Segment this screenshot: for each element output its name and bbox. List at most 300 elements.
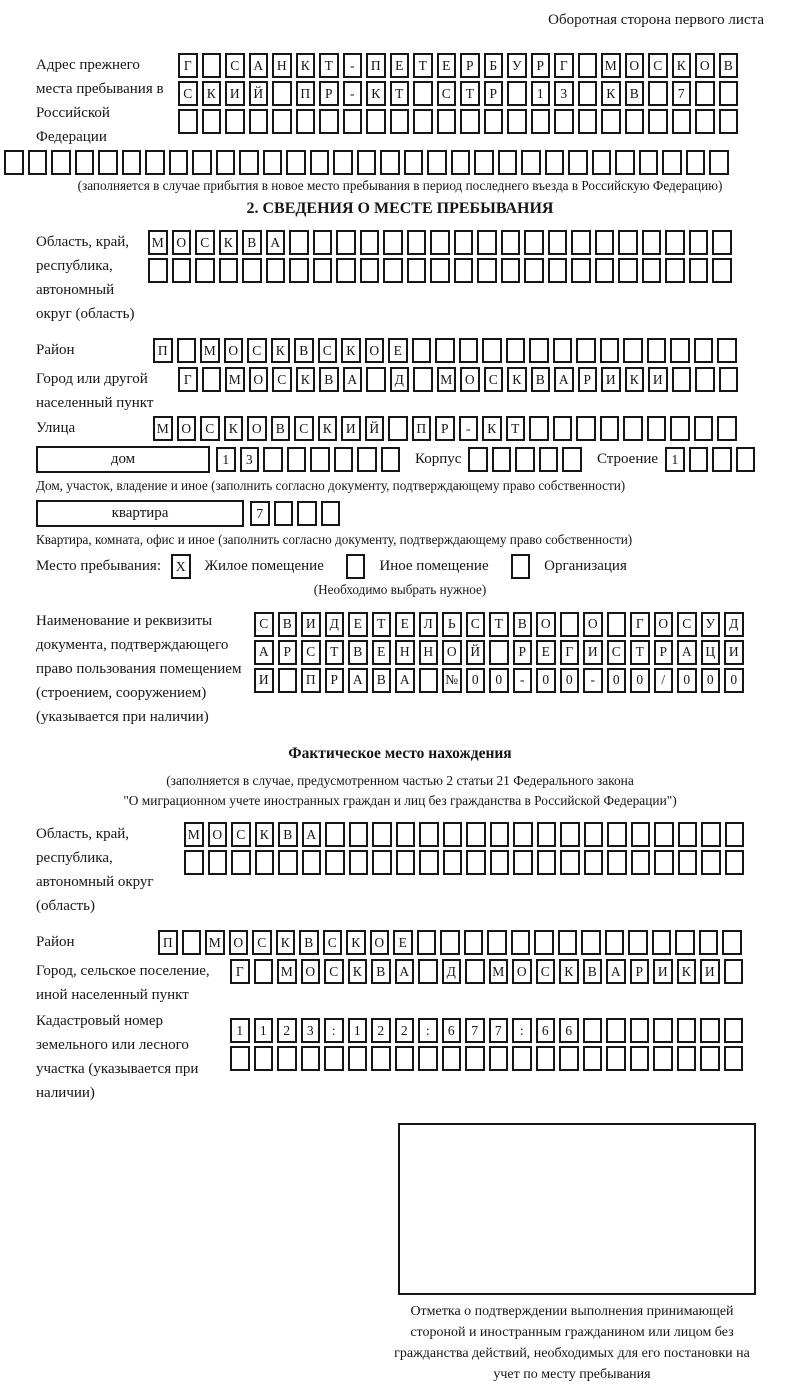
char-cell[interactable]: Г	[230, 959, 250, 984]
char-cell[interactable]	[672, 109, 692, 134]
char-cell[interactable]	[278, 668, 298, 693]
char-cell[interactable]	[675, 930, 695, 955]
char-cell[interactable]: С	[200, 416, 220, 441]
char-cell[interactable]: К	[255, 822, 275, 847]
char-cell[interactable]: Н	[272, 53, 292, 78]
char-cell[interactable]: С	[178, 81, 198, 106]
char-cell[interactable]	[289, 258, 309, 283]
char-cell[interactable]: 1	[531, 81, 551, 106]
char-cell[interactable]: С	[437, 81, 457, 106]
char-cell[interactable]	[255, 850, 275, 875]
char-cell[interactable]	[534, 930, 554, 955]
char-cell[interactable]: Р	[435, 416, 455, 441]
char-cell[interactable]	[652, 930, 672, 955]
char-cell[interactable]: О	[172, 230, 192, 255]
korpus-cells[interactable]	[468, 447, 586, 472]
char-cell[interactable]: Р	[630, 959, 650, 984]
document-row-1[interactable]	[254, 612, 764, 637]
char-cell[interactable]: К	[296, 53, 316, 78]
char-cell[interactable]	[725, 850, 745, 875]
char-cell[interactable]: О	[442, 640, 462, 665]
char-cell[interactable]: Т	[413, 53, 433, 78]
char-cell[interactable]: 1	[254, 1018, 274, 1043]
char-cell[interactable]	[623, 338, 643, 363]
char-cell[interactable]: Г	[178, 53, 198, 78]
char-cell[interactable]: В	[242, 230, 262, 255]
char-cell[interactable]	[413, 109, 433, 134]
region-row-1[interactable]	[148, 230, 764, 255]
char-cell[interactable]	[662, 150, 682, 175]
char-cell[interactable]	[208, 850, 228, 875]
char-cell[interactable]	[443, 850, 463, 875]
char-cell[interactable]	[460, 109, 480, 134]
char-cell[interactable]: Р	[654, 640, 674, 665]
char-cell[interactable]: М	[184, 822, 204, 847]
char-cell[interactable]: П	[158, 930, 178, 955]
char-cell[interactable]	[383, 258, 403, 283]
char-cell[interactable]	[719, 109, 739, 134]
char-cell[interactable]: 0	[724, 668, 744, 693]
char-cell[interactable]: И	[700, 959, 720, 984]
char-cell[interactable]	[695, 367, 715, 392]
char-cell[interactable]	[606, 1018, 626, 1043]
char-cell[interactable]: К	[224, 416, 244, 441]
char-cell[interactable]	[437, 109, 457, 134]
char-cell[interactable]	[595, 230, 615, 255]
char-cell[interactable]	[647, 416, 667, 441]
char-cell[interactable]: В	[278, 822, 298, 847]
char-cell[interactable]: П	[153, 338, 173, 363]
char-cell[interactable]: К	[672, 53, 692, 78]
char-cell[interactable]	[507, 109, 527, 134]
char-cell[interactable]	[531, 109, 551, 134]
char-cell[interactable]	[254, 1046, 274, 1071]
char-cell[interactable]: 3	[301, 1018, 321, 1043]
char-cell[interactable]	[325, 850, 345, 875]
char-cell[interactable]: О	[229, 930, 249, 955]
char-cell[interactable]: О	[365, 338, 385, 363]
char-cell[interactable]	[464, 930, 484, 955]
char-cell[interactable]	[605, 930, 625, 955]
char-cell[interactable]	[230, 1046, 250, 1071]
char-cell[interactable]	[595, 258, 615, 283]
char-cell[interactable]	[454, 258, 474, 283]
char-cell[interactable]	[724, 1018, 744, 1043]
char-cell[interactable]	[419, 668, 439, 693]
char-cell[interactable]: Р	[325, 668, 345, 693]
document-row-3[interactable]	[254, 668, 764, 693]
char-cell[interactable]	[249, 109, 269, 134]
char-cell[interactable]	[468, 447, 488, 472]
char-cell[interactable]	[301, 1046, 321, 1071]
street-row[interactable]	[153, 416, 764, 441]
char-cell[interactable]	[490, 850, 510, 875]
char-cell[interactable]: Т	[460, 81, 480, 106]
char-cell[interactable]	[357, 447, 377, 472]
char-cell[interactable]	[122, 150, 142, 175]
char-cell[interactable]	[296, 109, 316, 134]
char-cell[interactable]	[689, 447, 709, 472]
char-cell[interactable]	[289, 230, 309, 255]
char-cell[interactable]: Р	[578, 367, 598, 392]
char-cell[interactable]	[515, 447, 535, 472]
char-cell[interactable]: И	[254, 668, 274, 693]
char-cell[interactable]: И	[225, 81, 245, 106]
char-cell[interactable]: М	[153, 416, 173, 441]
char-cell[interactable]: X	[171, 554, 191, 579]
char-cell[interactable]	[712, 258, 732, 283]
char-cell[interactable]	[466, 822, 486, 847]
char-cell[interactable]: О	[247, 416, 267, 441]
char-cell[interactable]: Д	[724, 612, 744, 637]
char-cell[interactable]: П	[301, 668, 321, 693]
char-cell[interactable]: И	[653, 959, 673, 984]
char-cell[interactable]	[521, 150, 541, 175]
char-cell[interactable]	[371, 1046, 391, 1071]
prev-address-row-2[interactable]	[178, 81, 764, 106]
char-cell[interactable]: Д	[390, 367, 410, 392]
char-cell[interactable]: С	[294, 416, 314, 441]
char-cell[interactable]	[346, 554, 366, 579]
char-cell[interactable]: 1	[216, 447, 236, 472]
char-cell[interactable]: О	[177, 416, 197, 441]
char-cell[interactable]: Д	[325, 612, 345, 637]
char-cell[interactable]	[618, 230, 638, 255]
char-cell[interactable]	[465, 1046, 485, 1071]
char-cell[interactable]	[642, 258, 662, 283]
char-cell[interactable]	[272, 81, 292, 106]
cadastral-row-1[interactable]	[230, 1018, 764, 1043]
char-cell[interactable]	[700, 1018, 720, 1043]
char-cell[interactable]	[383, 230, 403, 255]
char-cell[interactable]	[324, 1046, 344, 1071]
char-cell[interactable]	[578, 109, 598, 134]
char-cell[interactable]	[560, 612, 580, 637]
char-cell[interactable]: О	[460, 367, 480, 392]
char-cell[interactable]	[578, 81, 598, 106]
char-cell[interactable]: О	[208, 822, 228, 847]
char-cell[interactable]	[343, 109, 363, 134]
actual-city-row[interactable]	[230, 959, 764, 984]
char-cell[interactable]	[653, 1046, 673, 1071]
char-cell[interactable]: №	[442, 668, 462, 693]
stay-option-residential-checkbox[interactable]	[171, 554, 195, 579]
char-cell[interactable]: М	[225, 367, 245, 392]
char-cell[interactable]	[366, 109, 386, 134]
char-cell[interactable]: 1	[665, 447, 685, 472]
char-cell[interactable]: О	[536, 612, 556, 637]
char-cell[interactable]: О	[249, 367, 269, 392]
char-cell[interactable]: 2	[371, 1018, 391, 1043]
char-cell[interactable]	[631, 850, 651, 875]
char-cell[interactable]	[576, 338, 596, 363]
char-cell[interactable]	[568, 150, 588, 175]
char-cell[interactable]	[395, 1046, 415, 1071]
char-cell[interactable]	[717, 338, 737, 363]
char-cell[interactable]	[263, 150, 283, 175]
char-cell[interactable]: Т	[372, 612, 392, 637]
char-cell[interactable]: К	[677, 959, 697, 984]
char-cell[interactable]	[670, 416, 690, 441]
char-cell[interactable]: -	[459, 416, 479, 441]
char-cell[interactable]	[319, 109, 339, 134]
char-cell[interactable]	[349, 850, 369, 875]
char-cell[interactable]: Т	[325, 640, 345, 665]
char-cell[interactable]	[254, 959, 274, 984]
char-cell[interactable]	[642, 230, 662, 255]
actual-region-row-2[interactable]	[184, 850, 764, 875]
char-cell[interactable]	[571, 230, 591, 255]
char-cell[interactable]: П	[366, 53, 386, 78]
char-cell[interactable]: Р	[513, 640, 533, 665]
char-cell[interactable]: 6	[559, 1018, 579, 1043]
char-cell[interactable]: :	[324, 1018, 344, 1043]
char-cell[interactable]	[177, 338, 197, 363]
char-cell[interactable]	[686, 150, 706, 175]
char-cell[interactable]: К	[202, 81, 222, 106]
char-cell[interactable]	[548, 230, 568, 255]
char-cell[interactable]	[695, 109, 715, 134]
char-cell[interactable]	[524, 230, 544, 255]
char-cell[interactable]	[584, 850, 604, 875]
city-row[interactable]	[178, 367, 764, 392]
char-cell[interactable]	[712, 230, 732, 255]
char-cell[interactable]: Е	[390, 53, 410, 78]
char-cell[interactable]: Е	[372, 640, 392, 665]
char-cell[interactable]: В	[271, 416, 291, 441]
char-cell[interactable]	[537, 822, 557, 847]
char-cell[interactable]: С	[484, 367, 504, 392]
char-cell[interactable]: С	[536, 959, 556, 984]
char-cell[interactable]	[507, 81, 527, 106]
char-cell[interactable]	[529, 416, 549, 441]
char-cell[interactable]	[630, 1018, 650, 1043]
char-cell[interactable]	[545, 150, 565, 175]
char-cell[interactable]: А	[606, 959, 626, 984]
char-cell[interactable]	[665, 230, 685, 255]
char-cell[interactable]: Г	[560, 640, 580, 665]
char-cell[interactable]	[263, 447, 283, 472]
char-cell[interactable]	[169, 150, 189, 175]
char-cell[interactable]	[501, 258, 521, 283]
char-cell[interactable]	[576, 416, 596, 441]
char-cell[interactable]	[427, 150, 447, 175]
char-cell[interactable]: С	[648, 53, 668, 78]
char-cell[interactable]	[628, 930, 648, 955]
char-cell[interactable]: Р	[531, 53, 551, 78]
char-cell[interactable]: О	[583, 612, 603, 637]
char-cell[interactable]	[524, 258, 544, 283]
char-cell[interactable]	[490, 822, 510, 847]
char-cell[interactable]	[722, 930, 742, 955]
char-cell[interactable]: Н	[395, 640, 415, 665]
char-cell[interactable]	[459, 338, 479, 363]
char-cell[interactable]	[321, 501, 341, 526]
char-cell[interactable]	[454, 230, 474, 255]
char-cell[interactable]	[487, 930, 507, 955]
char-cell[interactable]: 6	[442, 1018, 462, 1043]
char-cell[interactable]: О	[512, 959, 532, 984]
char-cell[interactable]	[560, 850, 580, 875]
char-cell[interactable]: Е	[395, 612, 415, 637]
actual-region-row-1[interactable]	[184, 822, 764, 847]
char-cell[interactable]	[558, 930, 578, 955]
char-cell[interactable]: С	[677, 612, 697, 637]
char-cell[interactable]	[465, 959, 485, 984]
char-cell[interactable]	[498, 150, 518, 175]
char-cell[interactable]	[287, 447, 307, 472]
char-cell[interactable]	[700, 1046, 720, 1071]
char-cell[interactable]	[98, 150, 118, 175]
char-cell[interactable]: О	[654, 612, 674, 637]
char-cell[interactable]: А	[266, 230, 286, 255]
char-cell[interactable]: А	[677, 640, 697, 665]
char-cell[interactable]: К	[271, 338, 291, 363]
char-cell[interactable]: 0	[607, 668, 627, 693]
char-cell[interactable]: 1	[230, 1018, 250, 1043]
char-cell[interactable]	[560, 822, 580, 847]
char-cell[interactable]: У	[701, 612, 721, 637]
char-cell[interactable]	[484, 109, 504, 134]
char-cell[interactable]	[202, 109, 222, 134]
stay-option-organization-checkbox[interactable]	[511, 554, 535, 579]
char-cell[interactable]: Р	[460, 53, 480, 78]
char-cell[interactable]: Ь	[442, 612, 462, 637]
char-cell[interactable]	[413, 367, 433, 392]
char-cell[interactable]: О	[695, 53, 715, 78]
char-cell[interactable]	[678, 822, 698, 847]
char-cell[interactable]	[536, 1046, 556, 1071]
char-cell[interactable]: А	[254, 640, 274, 665]
char-cell[interactable]: В	[372, 668, 392, 693]
char-cell[interactable]	[489, 1046, 509, 1071]
char-cell[interactable]: В	[278, 612, 298, 637]
char-cell[interactable]	[435, 338, 455, 363]
char-cell[interactable]	[242, 258, 262, 283]
char-cell[interactable]	[430, 230, 450, 255]
char-cell[interactable]: У	[507, 53, 527, 78]
char-cell[interactable]	[278, 850, 298, 875]
char-cell[interactable]: 0	[560, 668, 580, 693]
char-cell[interactable]	[477, 230, 497, 255]
char-cell[interactable]: -	[343, 53, 363, 78]
cadastral-row-2[interactable]	[230, 1046, 764, 1071]
char-cell[interactable]: С	[466, 612, 486, 637]
char-cell[interactable]: 2	[277, 1018, 297, 1043]
char-cell[interactable]	[677, 1018, 697, 1043]
char-cell[interactable]	[601, 109, 621, 134]
char-cell[interactable]	[529, 338, 549, 363]
char-cell[interactable]: П	[412, 416, 432, 441]
char-cell[interactable]	[648, 109, 668, 134]
char-cell[interactable]	[380, 150, 400, 175]
char-cell[interactable]	[615, 150, 635, 175]
char-cell[interactable]: 0	[466, 668, 486, 693]
char-cell[interactable]	[219, 258, 239, 283]
char-cell[interactable]: Т	[489, 612, 509, 637]
char-cell[interactable]	[712, 447, 732, 472]
char-cell[interactable]	[678, 850, 698, 875]
char-cell[interactable]	[724, 1046, 744, 1071]
char-cell[interactable]: 1	[348, 1018, 368, 1043]
char-cell[interactable]	[396, 822, 416, 847]
char-cell[interactable]: А	[395, 959, 415, 984]
char-cell[interactable]	[648, 81, 668, 106]
char-cell[interactable]: И	[648, 367, 668, 392]
char-cell[interactable]: Р	[484, 81, 504, 106]
char-cell[interactable]: А	[554, 367, 574, 392]
char-cell[interactable]	[313, 258, 333, 283]
char-cell[interactable]	[654, 822, 674, 847]
char-cell[interactable]	[571, 258, 591, 283]
char-cell[interactable]: 0	[701, 668, 721, 693]
char-cell[interactable]	[583, 1046, 603, 1071]
char-cell[interactable]	[511, 930, 531, 955]
char-cell[interactable]	[719, 367, 739, 392]
char-cell[interactable]: 7	[672, 81, 692, 106]
char-cell[interactable]	[606, 1046, 626, 1071]
char-cell[interactable]	[724, 959, 744, 984]
char-cell[interactable]: К	[366, 81, 386, 106]
char-cell[interactable]: -	[343, 81, 363, 106]
char-cell[interactable]	[360, 258, 380, 283]
char-cell[interactable]: О	[625, 53, 645, 78]
house-number-cells[interactable]	[216, 447, 404, 472]
char-cell[interactable]: К	[507, 367, 527, 392]
char-cell[interactable]	[4, 150, 24, 175]
char-cell[interactable]: Т	[390, 81, 410, 106]
char-cell[interactable]	[357, 150, 377, 175]
char-cell[interactable]: К	[348, 959, 368, 984]
char-cell[interactable]	[512, 1046, 532, 1071]
char-cell[interactable]: 7	[250, 501, 270, 526]
char-cell[interactable]	[192, 150, 212, 175]
char-cell[interactable]	[396, 850, 416, 875]
char-cell[interactable]	[717, 416, 737, 441]
char-cell[interactable]	[349, 822, 369, 847]
char-cell[interactable]: :	[512, 1018, 532, 1043]
char-cell[interactable]	[492, 447, 512, 472]
char-cell[interactable]: А	[343, 367, 363, 392]
char-cell[interactable]	[581, 930, 601, 955]
char-cell[interactable]	[600, 416, 620, 441]
char-cell[interactable]	[623, 416, 643, 441]
char-cell[interactable]	[539, 447, 559, 472]
char-cell[interactable]: С	[195, 230, 215, 255]
char-cell[interactable]	[440, 930, 460, 955]
char-cell[interactable]: Н	[419, 640, 439, 665]
char-cell[interactable]	[631, 822, 651, 847]
char-cell[interactable]	[736, 447, 756, 472]
char-cell[interactable]	[302, 850, 322, 875]
char-cell[interactable]: В	[531, 367, 551, 392]
char-cell[interactable]	[274, 501, 294, 526]
char-cell[interactable]: В	[719, 53, 739, 78]
char-cell[interactable]	[548, 258, 568, 283]
char-cell[interactable]: К	[346, 930, 366, 955]
char-cell[interactable]	[336, 230, 356, 255]
char-cell[interactable]: М	[148, 230, 168, 255]
char-cell[interactable]	[701, 822, 721, 847]
char-cell[interactable]: 0	[489, 668, 509, 693]
char-cell[interactable]: С	[318, 338, 338, 363]
char-cell[interactable]	[719, 81, 739, 106]
char-cell[interactable]	[75, 150, 95, 175]
char-cell[interactable]: Т	[630, 640, 650, 665]
char-cell[interactable]: -	[513, 668, 533, 693]
char-cell[interactable]	[647, 338, 667, 363]
char-cell[interactable]	[506, 338, 526, 363]
